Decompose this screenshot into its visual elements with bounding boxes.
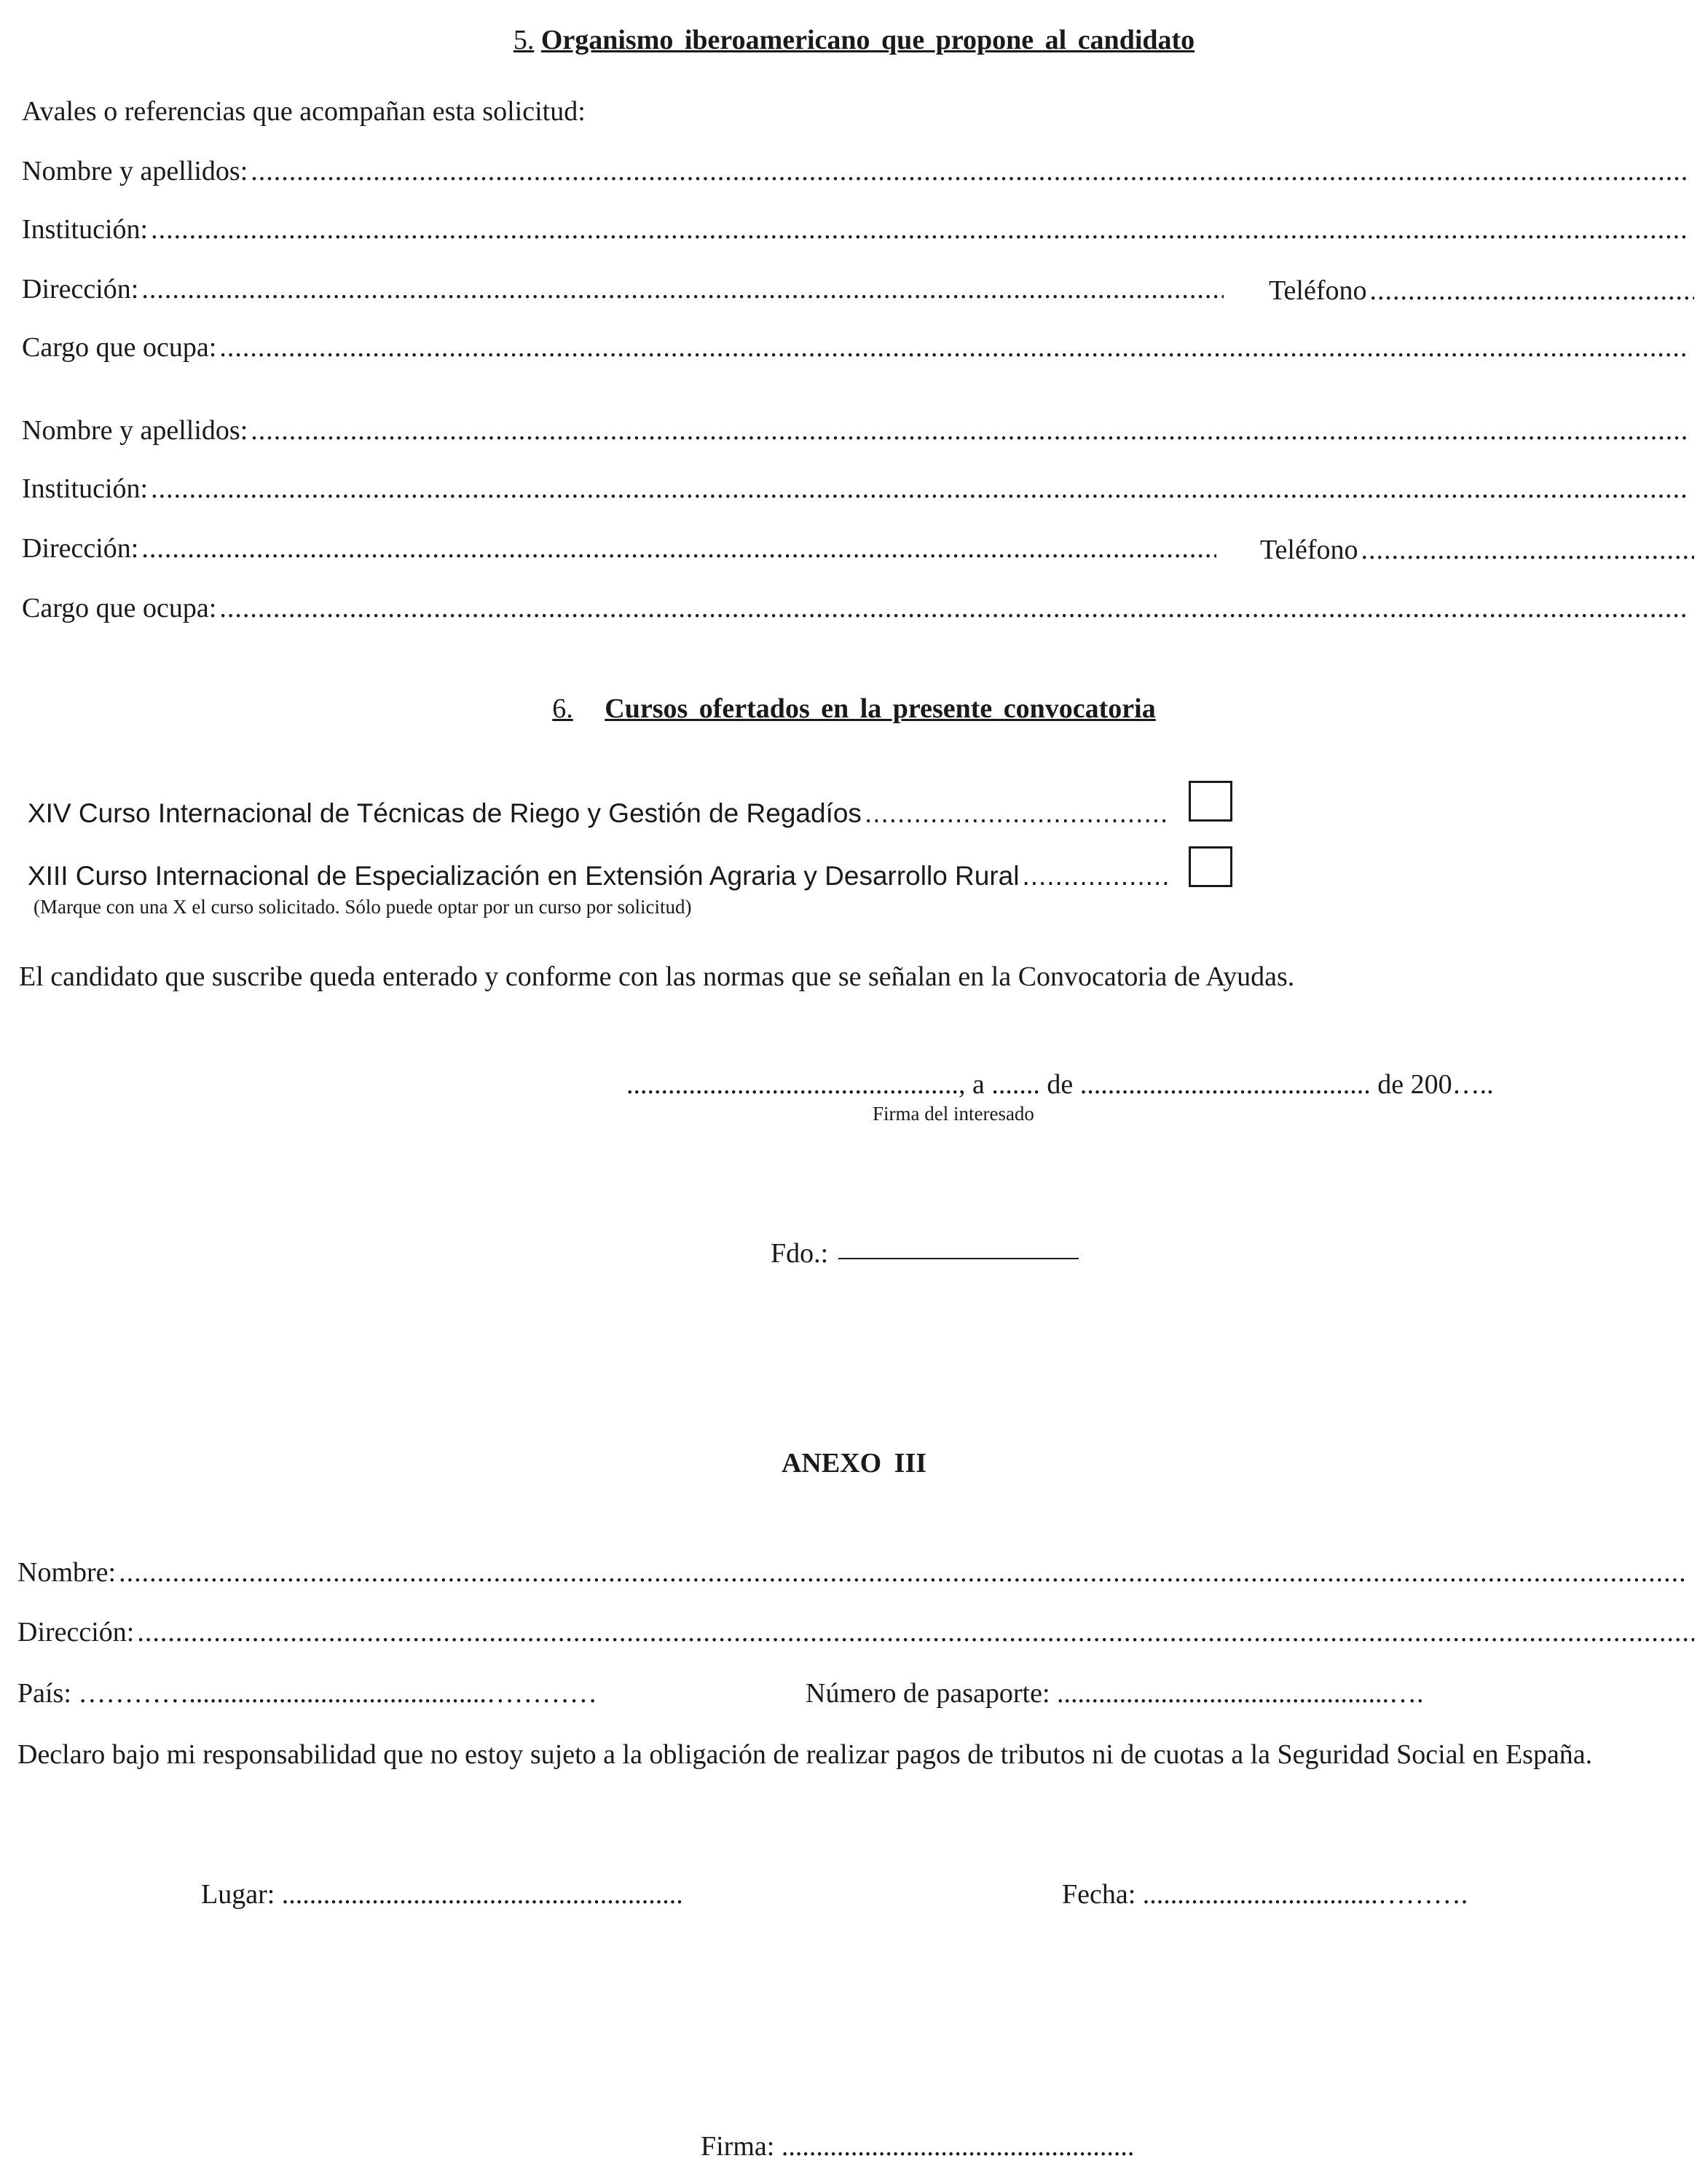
annex-date-field[interactable] (1062, 1881, 1468, 1908)
referee-2-name-dots (251, 417, 1687, 444)
referee-2-position-dots (219, 594, 1687, 622)
annex-signature-label: Firma: (701, 2131, 775, 2162)
course-2-dots (1022, 862, 1168, 889)
referee-2-institution-dots (151, 475, 1687, 503)
section-6-number: 6. (552, 693, 573, 724)
referee-2-phone-label: Teléfono (1260, 535, 1358, 565)
referee-2-position-field[interactable] (22, 594, 1687, 622)
annex-address-label: Dirección: (17, 1617, 135, 1647)
referee-2-address-dots (141, 535, 1216, 562)
referee-1-position-dots (219, 334, 1687, 361)
referee-1-institution-label: Institución: (22, 214, 149, 245)
annex-address-field[interactable] (17, 1618, 1694, 1646)
referee-2-name-label: Nombre y apellidos: (22, 415, 248, 446)
referee-1-phone-field[interactable] (1269, 277, 1694, 304)
referee-1-name-field[interactable] (22, 157, 1687, 185)
annex-name-label: Nombre: (17, 1557, 117, 1588)
annex-passport-field[interactable] (806, 1680, 1424, 1707)
course-1-checkbox[interactable] (1189, 781, 1232, 822)
annex-name-field[interactable] (17, 1559, 1687, 1586)
referees-intro: Avales o referencias que acompañan esta solicitud: (22, 96, 586, 127)
course-2-row (28, 862, 1168, 889)
referee-1-institution-dots (151, 216, 1687, 243)
date-place-line[interactable]: ................................................, a ....... de .......................................... de 200….. (626, 1069, 1494, 1100)
signature-caption: Firma del interesado (873, 1103, 1034, 1125)
referee-1-institution-field[interactable] (22, 216, 1687, 243)
section-5-heading (0, 26, 1708, 54)
annex-signature-field[interactable] (701, 2133, 1134, 2160)
section-5-title: Organismo iberoamericano que propone al candidato (540, 25, 1195, 55)
referee-1-address-dots (141, 275, 1224, 303)
annex-date-dots: ..................................………. (1142, 1879, 1468, 1910)
referee-2-address-field[interactable] (22, 535, 1216, 562)
annex-place-label: Lugar: (201, 1879, 275, 1910)
annex-name-dots (119, 1559, 1687, 1586)
referee-2-phone-dots (1361, 536, 1694, 564)
referee-2-institution-label: Institución: (22, 473, 149, 504)
annex-place-dots: .......................................................... (281, 1879, 683, 1910)
section-6-title: Cursos ofertados en la presente convocatoria (605, 693, 1156, 724)
annex-place-field[interactable] (201, 1881, 683, 1908)
referee-2-name-field[interactable] (22, 417, 1687, 444)
annex-date-label: Fecha: (1062, 1879, 1136, 1910)
course-selection-note: (Marque con una X el curso solicitado. Sólo puede optar por un curso por solicitud) (34, 896, 692, 918)
referee-1-name-dots (251, 157, 1687, 185)
referee-2-position-label: Cargo que ocupa: (22, 593, 217, 623)
referee-2-address-label: Dirección: (22, 533, 139, 564)
signed-underline (838, 1258, 1079, 1259)
course-1-label: XIV Curso Internacional de Técnicas de Riego y Gestión de Regadíos (28, 798, 862, 828)
annex-signature-dots: ................................................... (781, 2131, 1135, 2162)
annex-country-dots: …………...........................................………… (78, 1678, 597, 1709)
section-6-heading (0, 695, 1708, 723)
referee-1-position-field[interactable] (22, 334, 1687, 361)
annex-country-label: País: (17, 1678, 71, 1709)
section-5-number: 5. (513, 25, 535, 55)
referee-2-institution-field[interactable] (22, 475, 1687, 503)
agreement-statement: El candidato que suscribe queda enterado y conforme con las normas que se señalan en la Convocatoria de Ayudas. (19, 961, 1295, 992)
annex-address-dots (137, 1618, 1694, 1646)
referee-1-phone-label: Teléfono (1269, 275, 1367, 306)
referee-1-phone-dots (1370, 277, 1694, 304)
signed-label: Fdo.: (771, 1238, 829, 1269)
referee-1-address-label: Dirección: (22, 274, 139, 304)
referee-1-position-label: Cargo que ocupa: (22, 332, 217, 363)
course-1-row (28, 800, 1168, 827)
annex-passport-label: Número de pasaporte: (806, 1678, 1050, 1709)
annex-country-field[interactable] (17, 1680, 597, 1707)
course-2-checkbox[interactable] (1189, 846, 1232, 887)
signed-field[interactable] (771, 1240, 1079, 1267)
annex-declaration: Declaro bajo mi responsabilidad que no estoy sujeto a la obligación de realizar pagos de tributos ni de cuotas a la Seguridad Social en España. (17, 1739, 1593, 1770)
course-2-label: XIII Curso Internacional de Especialización en Extensión Agraria y Desarrollo Rural (28, 861, 1020, 891)
referee-1-name-label: Nombre y apellidos: (22, 156, 248, 186)
referee-2-phone-field[interactable] (1260, 536, 1694, 564)
referee-1-address-field[interactable] (22, 275, 1224, 303)
course-1-dots (865, 800, 1168, 827)
annex-title: ANEXO III (781, 1448, 927, 1479)
annex-passport-dots: ................................................…. (1057, 1678, 1424, 1709)
